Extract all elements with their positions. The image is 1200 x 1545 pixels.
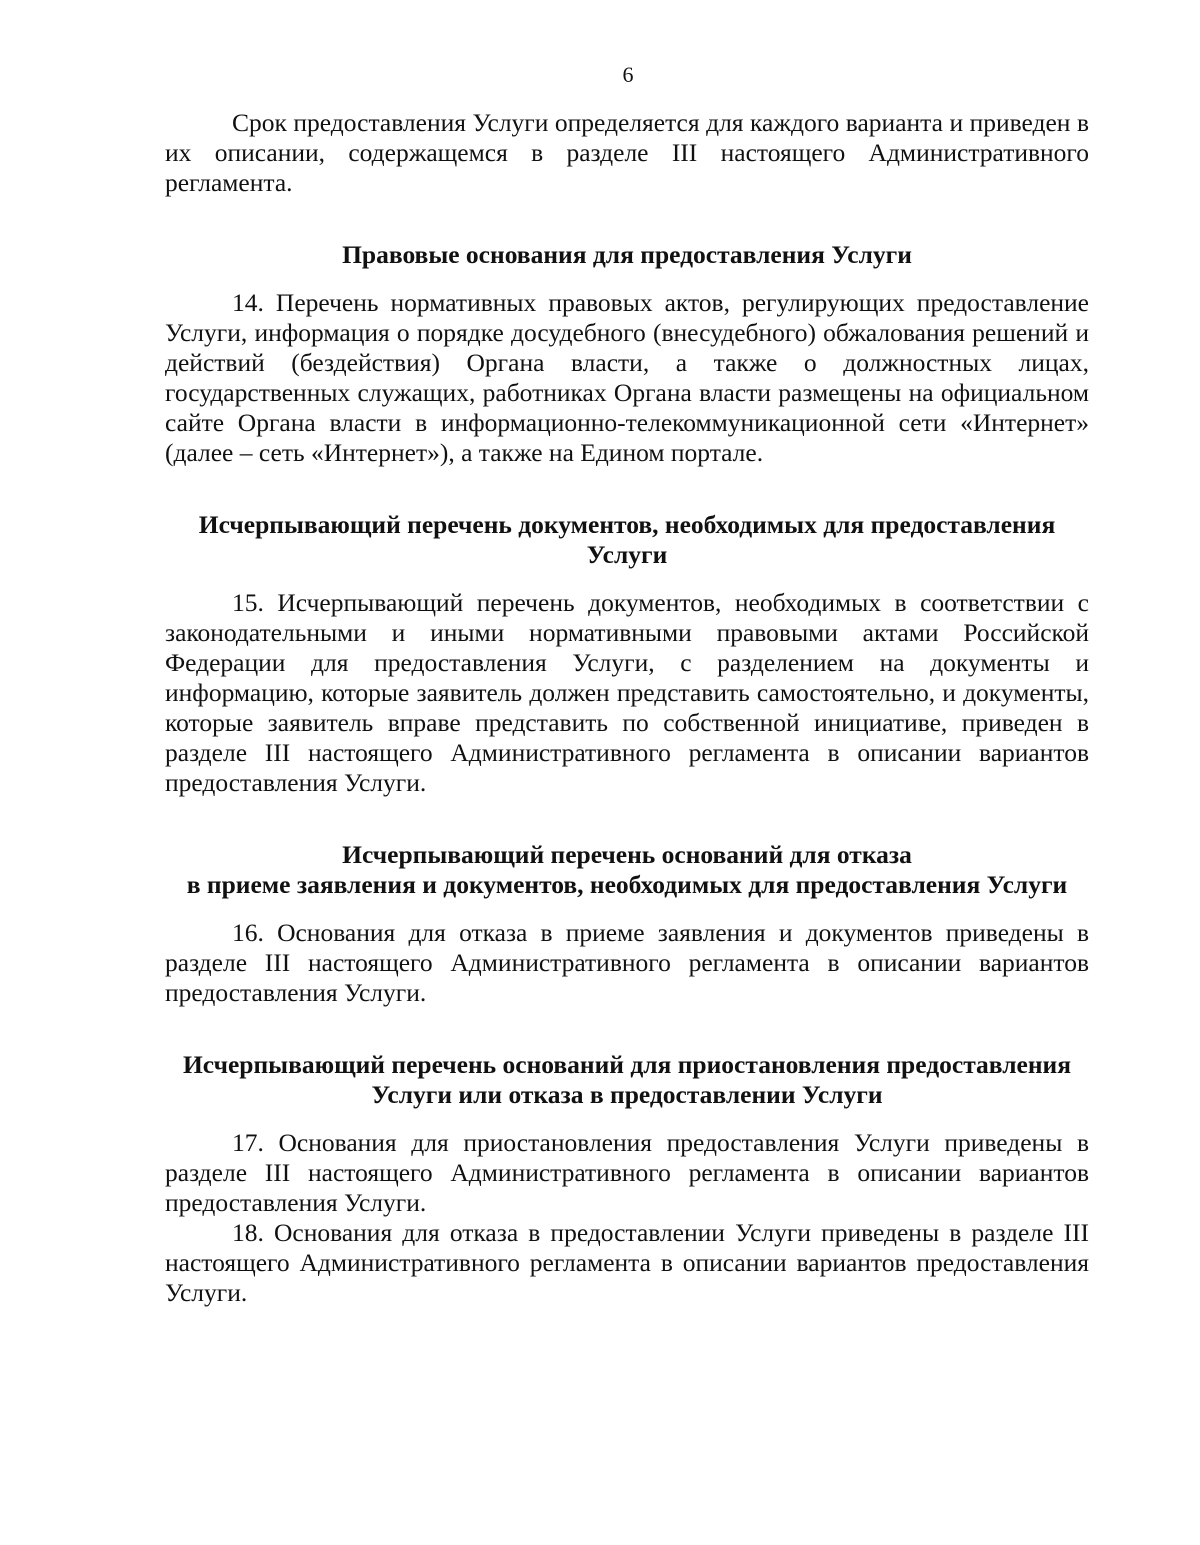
paragraph-14: 14. Перечень нормативных правовых актов, регулирующих предоставление Услуги, информация о порядке досудебного (внесудебного) обжалования решений и действий (бездействия) Органа власти, а также о должностных лицах, государственных служащих, работниках Органа власти размещены на официальном сайте Органа власти в информационно-телекоммуникационной сети «Интернет» (далее – сеть «Интернет»), а также на Едином портале. [165, 288, 1089, 467]
section-legal-grounds [165, 240, 1089, 468]
heading-line: Услуги или отказа в предоставлении Услуги [371, 1080, 883, 1109]
paragraph-18: 18. Основания для отказа в предоставлении Услуги приведены в разделе III настоящего Административного регламента в описании вариантов предоставления Услуги. [165, 1218, 1089, 1307]
heading-line: Исчерпывающий перечень оснований для отказа [342, 840, 912, 869]
section-heading [165, 510, 1089, 570]
heading-line: Исчерпывающий перечень документов, необходимых для предоставления [198, 510, 1056, 539]
heading-line: Исчерпывающий перечень оснований для приостановления предоставления [182, 1050, 1072, 1079]
heading-line: Правовые основания для предоставления Услуги [342, 240, 912, 269]
section-documents-list [165, 510, 1089, 798]
section-heading [165, 1050, 1089, 1110]
section-heading [165, 240, 1089, 270]
section-refusal-acceptance [165, 840, 1089, 1008]
intro-paragraph: Срок предоставления Услуги определяется для каждого варианта и приведен в их описании, содержащемся в разделе III настоящего Административного регламента. [165, 108, 1089, 197]
section-heading [165, 840, 1089, 900]
section-suspension-refusal [165, 1050, 1089, 1308]
page-number: 6 [622, 62, 634, 87]
paragraph-15: 15. Исчерпывающий перечень документов, необходимых в соответствии с законодательными и иными нормативными правовыми актами Российской Федерации для предоставления Услуги, с разделением на документы и информацию, которые заявитель должен представить самостоятельно, и документы, которые заявитель вправе представить по собственной инициативе, приведен в разделе III настоящего Административного регламента в описании вариантов предоставления Услуги. [165, 588, 1089, 797]
heading-line: в приеме заявления и документов, необходимых для предоставления Услуги [186, 870, 1068, 899]
paragraph-17: 17. Основания для приостановления предоставления Услуги приведены в разделе III настоящего Административного регламента в описании вариантов предоставления Услуги. [165, 1128, 1089, 1217]
paragraph-16: 16. Основания для отказа в приеме заявления и документов приведены в разделе III настоящего Административного регламента в описании вариантов предоставления Услуги. [165, 918, 1089, 1007]
document-body [165, 108, 1089, 1308]
heading-line: Услуги [586, 540, 668, 569]
